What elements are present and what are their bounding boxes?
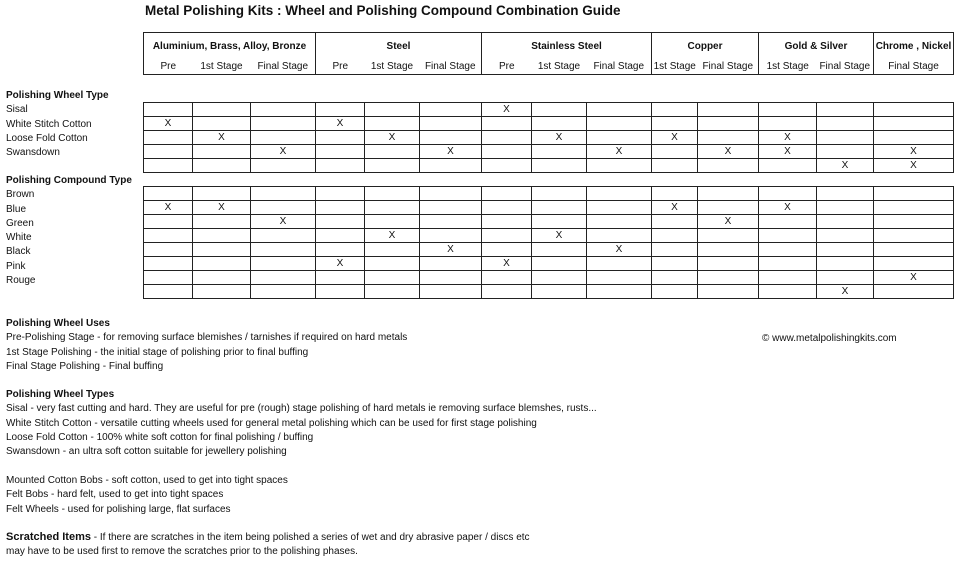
- grid-cell: [652, 103, 698, 117]
- grid-cell: [587, 271, 652, 285]
- row-label: Rouge: [6, 275, 36, 287]
- grid-cell: [251, 257, 316, 271]
- grid-cell: [316, 145, 365, 159]
- grid-cell: [759, 243, 817, 257]
- stage-header: Pre: [316, 59, 365, 75]
- check-mark: X: [420, 243, 482, 257]
- grid-cell: [759, 271, 817, 285]
- grid-cell: [587, 229, 652, 243]
- grid-cell: [482, 271, 532, 285]
- check-mark: X: [420, 145, 482, 159]
- grid-cell: [532, 285, 587, 299]
- grid-cell: [874, 201, 954, 215]
- check-mark: X: [144, 201, 193, 215]
- grid-cell: [144, 243, 193, 257]
- grid-cell: [874, 285, 954, 299]
- check-mark: X: [251, 215, 316, 229]
- grid-cell: [144, 145, 193, 159]
- grid-cell: [532, 159, 587, 173]
- grid-cell: [193, 103, 251, 117]
- grid-cell: [420, 257, 482, 271]
- metal-header: Copper: [652, 33, 759, 60]
- grid-cell: [144, 215, 193, 229]
- grid-cell: [420, 201, 482, 215]
- row-label: Swansdown: [6, 147, 60, 159]
- stage-header: Final Stage: [420, 59, 482, 75]
- grid-cell: [482, 285, 532, 299]
- grid-cell: [482, 131, 532, 145]
- grid-cell: [420, 103, 482, 117]
- stage-header: Pre: [144, 59, 193, 75]
- grid-cell: [759, 285, 817, 299]
- table-spacer: [144, 75, 954, 103]
- wheel-types-section: [6, 388, 597, 459]
- grid-cell: [587, 215, 652, 229]
- grid-cell: [532, 215, 587, 229]
- grid-cell: [316, 201, 365, 215]
- other-wheels-section: [6, 474, 288, 517]
- grid-cell: [251, 117, 316, 131]
- metal-header: Chrome , Nickel: [874, 33, 954, 60]
- other-wheels-line: Felt Wheels - used for polishing large, flat surfaces: [6, 503, 231, 515]
- grid-cell: [532, 271, 587, 285]
- grid-cell: [144, 257, 193, 271]
- grid-cell: [532, 117, 587, 131]
- grid-cell: [316, 285, 365, 299]
- stage-header: Final Stage: [587, 59, 652, 75]
- grid-cell: [874, 257, 954, 271]
- check-mark: X: [874, 159, 954, 173]
- grid-cell: [532, 187, 587, 201]
- grid-cell: [652, 187, 698, 201]
- grid-cell: [817, 117, 874, 131]
- metal-header: Steel: [316, 33, 482, 60]
- grid-cell: [316, 187, 365, 201]
- grid-cell: [532, 243, 587, 257]
- grid-cell: [482, 117, 532, 131]
- row-label: Blue: [6, 203, 27, 215]
- grid-cell: [587, 117, 652, 131]
- table-row: [144, 201, 954, 215]
- grid-cell: [144, 103, 193, 117]
- grid-cell: [193, 229, 251, 243]
- stage-header: Final Stage: [874, 59, 954, 75]
- table-row: [144, 285, 954, 299]
- grid-cell: [482, 159, 532, 173]
- row-label: Loose Fold Cotton: [6, 132, 88, 144]
- grid-cell: [652, 257, 698, 271]
- check-mark: X: [759, 145, 817, 159]
- grid-cell: [587, 187, 652, 201]
- check-mark: X: [482, 103, 532, 117]
- wheel-uses-section: [6, 317, 407, 374]
- grid-cell: [698, 229, 759, 243]
- grid-cell: [420, 215, 482, 229]
- grid-cell: [144, 285, 193, 299]
- grid-cell: [365, 243, 420, 257]
- grid-cell: [193, 117, 251, 131]
- grid-cell: [652, 285, 698, 299]
- grid-cell: [698, 187, 759, 201]
- grid-cell: [652, 117, 698, 131]
- grid-cell: [420, 285, 482, 299]
- grid-cell: [759, 159, 817, 173]
- grid-cell: [365, 159, 420, 173]
- check-mark: X: [698, 215, 759, 229]
- grid-cell: [874, 243, 954, 257]
- grid-cell: [532, 145, 587, 159]
- grid-cell: [874, 187, 954, 201]
- wheel-types-line: Swansdown - an ultra soft cotton suitable for jewellery polishing: [6, 446, 287, 458]
- grid-cell: [144, 187, 193, 201]
- grid-cell: [874, 103, 954, 117]
- check-mark: X: [365, 229, 420, 243]
- grid-cell: [482, 201, 532, 215]
- compound-type-labels: [6, 174, 132, 288]
- combination-guide-table: [143, 32, 954, 299]
- grid-cell: [817, 271, 874, 285]
- grid-cell: [817, 243, 874, 257]
- check-mark: X: [874, 271, 954, 285]
- check-mark: X: [759, 131, 817, 145]
- grid-cell: [698, 131, 759, 145]
- grid-cell: [652, 243, 698, 257]
- table-row: [144, 257, 954, 271]
- grid-cell: [817, 229, 874, 243]
- wheel-uses-line: 1st Stage Polishing - the initial stage of polishing prior to final buffing: [6, 346, 309, 358]
- grid-cell: [251, 229, 316, 243]
- page-title: Metal Polishing Kits : Wheel and Polishing Compound Combination Guide: [145, 3, 621, 18]
- check-mark: X: [316, 257, 365, 271]
- grid-cell: [587, 285, 652, 299]
- scratched-items-line-2: may have to be used first to remove the scratches prior to the polishing phases.: [6, 546, 358, 558]
- table-row: [144, 159, 954, 173]
- grid-cell: [420, 271, 482, 285]
- grid-cell: [316, 159, 365, 173]
- check-mark: X: [874, 145, 954, 159]
- table-row: [144, 215, 954, 229]
- row-label: Brown: [6, 189, 35, 201]
- grid-cell: [251, 131, 316, 145]
- grid-cell: [587, 257, 652, 271]
- row-label: White: [6, 232, 32, 244]
- metal-header: Stainless Steel: [482, 33, 652, 60]
- grid-cell: [251, 285, 316, 299]
- row-label: Green: [6, 217, 34, 229]
- grid-cell: [587, 131, 652, 145]
- grid-cell: [698, 243, 759, 257]
- grid-cell: [652, 229, 698, 243]
- grid-cell: [652, 271, 698, 285]
- grid-cell: [817, 257, 874, 271]
- grid-cell: [759, 117, 817, 131]
- wheel-type-heading: Polishing Wheel Type: [6, 90, 109, 101]
- grid-cell: [817, 187, 874, 201]
- grid-cell: [365, 187, 420, 201]
- grid-cell: [144, 131, 193, 145]
- grid-cell: [420, 131, 482, 145]
- grid-cell: [144, 229, 193, 243]
- wheel-uses-line: Final Stage Polishing - Final buffing: [6, 360, 164, 372]
- stage-header: 1st Stage: [193, 59, 251, 75]
- grid-cell: [817, 201, 874, 215]
- wheel-uses-line: Pre-Polishing Stage - for removing surface blemishes / tarnishes if required on hard metals: [6, 332, 408, 344]
- grid-cell: [365, 201, 420, 215]
- grid-cell: [698, 117, 759, 131]
- scratched-items-line: [6, 530, 530, 545]
- grid-cell: [759, 257, 817, 271]
- check-mark: X: [193, 131, 251, 145]
- grid-cell: [365, 257, 420, 271]
- row-label: Black: [6, 246, 31, 258]
- grid-cell: [532, 103, 587, 117]
- grid-cell: [698, 271, 759, 285]
- grid-cell: [251, 243, 316, 257]
- grid-cell: [365, 271, 420, 285]
- check-mark: X: [193, 201, 251, 215]
- grid-cell: [144, 271, 193, 285]
- grid-cell: [698, 257, 759, 271]
- copyright-text: © www.metalpolishingkits.com: [762, 333, 897, 344]
- stage-header: Final Stage: [698, 59, 759, 75]
- wheel-types-heading: Polishing Wheel Types: [6, 389, 115, 400]
- table-row: [144, 229, 954, 243]
- grid-cell: [482, 187, 532, 201]
- table-row: [144, 145, 954, 159]
- grid-cell: [193, 187, 251, 201]
- grid-cell: [482, 243, 532, 257]
- table-spacer: [144, 173, 954, 187]
- grid-cell: [698, 201, 759, 215]
- grid-cell: [365, 215, 420, 229]
- wheel-uses-heading: Polishing Wheel Uses: [6, 318, 110, 329]
- check-mark: X: [587, 243, 652, 257]
- metal-header: Gold & Silver: [759, 33, 874, 60]
- grid-cell: [817, 103, 874, 117]
- grid-cell: [251, 271, 316, 285]
- grid-cell: [193, 159, 251, 173]
- grid-cell: [759, 215, 817, 229]
- grid-cell: [874, 131, 954, 145]
- wheel-types-line: Loose Fold Cotton - 100% white soft cotton for final polishing / buffing: [6, 431, 314, 443]
- grid-cell: [759, 229, 817, 243]
- grid-cell: [193, 257, 251, 271]
- metal-header: Aluminium, Brass, Alloy, Bronze: [144, 33, 316, 60]
- check-mark: X: [698, 145, 759, 159]
- scratched-items-label: Scratched Items: [6, 531, 91, 543]
- stage-header: 1st Stage: [759, 59, 817, 75]
- grid-cell: [759, 187, 817, 201]
- check-mark: X: [316, 117, 365, 131]
- grid-cell: [587, 159, 652, 173]
- grid-cell: [874, 229, 954, 243]
- check-mark: X: [652, 201, 698, 215]
- row-label: White Stitch Cotton: [6, 118, 92, 130]
- grid-cell: [144, 159, 193, 173]
- grid-cell: [532, 257, 587, 271]
- grid-cell: [817, 145, 874, 159]
- grid-cell: [482, 229, 532, 243]
- grid-cell: [316, 103, 365, 117]
- grid-cell: [193, 145, 251, 159]
- grid-cell: [420, 187, 482, 201]
- row-label: Pink: [6, 260, 26, 272]
- stage-header: 1st Stage: [532, 59, 587, 75]
- grid-cell: [193, 215, 251, 229]
- wheel-types-line: White Stitch Cotton - versatile cutting wheels used for general metal polishing which can be used for first stage polishing: [6, 417, 537, 429]
- grid-cell: [532, 201, 587, 215]
- grid-cell: [652, 215, 698, 229]
- grid-cell: [817, 215, 874, 229]
- table-row: [144, 243, 954, 257]
- grid-cell: [365, 117, 420, 131]
- grid-cell: [316, 271, 365, 285]
- grid-cell: [652, 159, 698, 173]
- grid-cell: [874, 117, 954, 131]
- scratched-items-section: [6, 530, 530, 560]
- grid-cell: [193, 285, 251, 299]
- check-mark: X: [482, 257, 532, 271]
- grid-cell: [482, 145, 532, 159]
- check-mark: X: [251, 145, 316, 159]
- grid-cell: [698, 159, 759, 173]
- grid-cell: [817, 131, 874, 145]
- scratched-items-text: - If there are scratches in the item being polished a series of wet and dry abrasive paper / discs etc: [90, 532, 530, 543]
- check-mark: X: [532, 131, 587, 145]
- grid-cell: [652, 145, 698, 159]
- grid-cell: [251, 103, 316, 117]
- table-row: [144, 271, 954, 285]
- check-mark: X: [532, 229, 587, 243]
- table-row: [144, 131, 954, 145]
- grid-cell: [193, 243, 251, 257]
- compound-type-heading: Polishing Compound Type: [6, 175, 132, 186]
- check-mark: X: [817, 285, 874, 299]
- row-label: Sisal: [6, 104, 28, 116]
- check-mark: X: [587, 145, 652, 159]
- table-row: [144, 187, 954, 201]
- grid-cell: [316, 131, 365, 145]
- grid-cell: [365, 285, 420, 299]
- check-mark: X: [365, 131, 420, 145]
- stage-header: Final Stage: [817, 59, 874, 75]
- stage-header: 1st Stage: [365, 59, 420, 75]
- check-mark: X: [759, 201, 817, 215]
- grid-cell: [193, 271, 251, 285]
- grid-cell: [698, 103, 759, 117]
- check-mark: X: [817, 159, 874, 173]
- check-mark: X: [144, 117, 193, 131]
- grid-cell: [420, 117, 482, 131]
- grid-cell: [420, 229, 482, 243]
- check-mark: X: [652, 131, 698, 145]
- grid-cell: [482, 215, 532, 229]
- grid-cell: [874, 215, 954, 229]
- grid-cell: [251, 201, 316, 215]
- grid-cell: [698, 285, 759, 299]
- wheel-type-labels: [6, 89, 109, 160]
- wheel-types-line: Sisal - very fast cutting and hard. They are useful for pre (rough) stage polishing of hard metals ie removing surface blemshes, rusts...: [6, 403, 597, 415]
- grid-cell: [365, 103, 420, 117]
- table-row: [144, 103, 954, 117]
- grid-cell: [316, 243, 365, 257]
- grid-cell: [316, 215, 365, 229]
- grid-cell: [251, 159, 316, 173]
- grid-cell: [587, 103, 652, 117]
- other-wheels-line: Mounted Cotton Bobs - soft cotton, used to get into tight spaces: [6, 475, 288, 486]
- grid-cell: [420, 159, 482, 173]
- grid-cell: [251, 187, 316, 201]
- table-row: [144, 117, 954, 131]
- grid-cell: [759, 103, 817, 117]
- grid-cell: [587, 201, 652, 215]
- grid-cell: [316, 229, 365, 243]
- other-wheels-line: Felt Bobs - hard felt, used to get into tight spaces: [6, 489, 224, 501]
- stage-header: Final Stage: [251, 59, 316, 75]
- stage-header: Pre: [482, 59, 532, 75]
- stage-header: 1st Stage: [652, 59, 698, 75]
- grid-cell: [365, 145, 420, 159]
